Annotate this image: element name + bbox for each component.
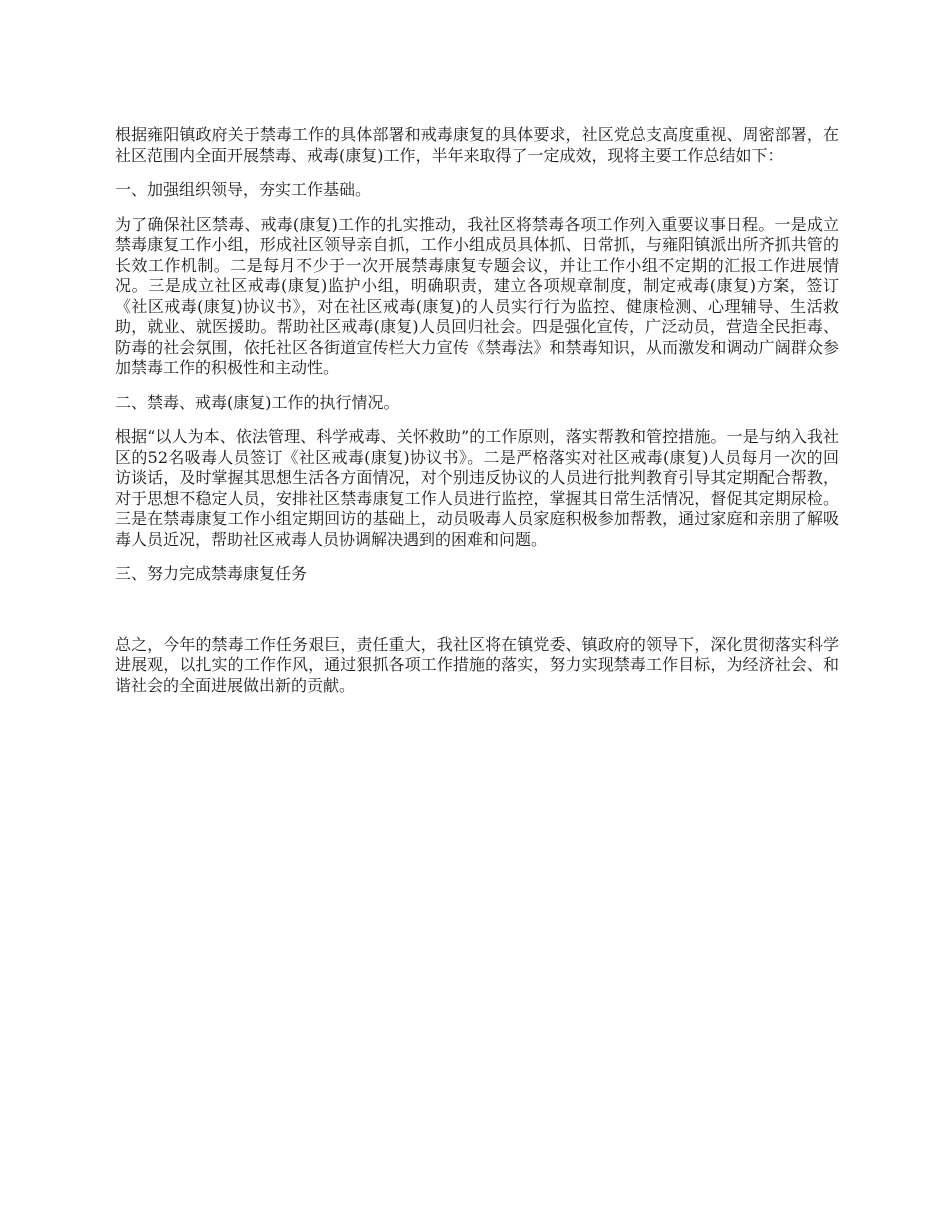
- blank-space: [115, 599, 839, 635]
- section-2-paragraph: 根据“以人为本、依法管理、科学戒毒、关怀救助”的工作原则，落实帮教和管控措施。一是与纳入我社区的52名吸毒人员签订《社区戒毒(康复)协议书》。二是严格落实对社区戒毒(康复)人员每月一次的回访谈话，及时掌握其思想生活各方面情况，对个别违反协议的人员进行批判教育引导其定期配合帮教，对于思想不稳定人员，安排社区禁毒康复工作人员进行监控，掌握其日常生活情况，督促其定期尿检。三是在禁毒康复工作小组定期回访的基础上，动员吸毒人员家庭积极参加帮教，通过家庭和亲朋了解吸毒人员近况，帮助社区戒毒人员协调解决遇到的困难和问题。: [115, 427, 839, 549]
- section-1-paragraph: 为了确保社区禁毒、戒毒(康复)工作的扎实推动，我社区将禁毒各项工作列入重要议事日程。一是成立禁毒康复工作小组，形成社区领导亲自抓，工作小组成员具体抓、日常抓，与雍阳镇派出所齐抓共管的长效工作机制。二是每月不少于一次开展禁毒康复专题会议，并让工作小组不定期的汇报工作进展情况。三是成立社区戒毒(康复)监护小组，明确职责，建立各项规章制度，制定戒毒(康复)方案，签订《社区戒毒(康复)协议书》，对在社区戒毒(康复)的人员实行行为监控、健康检测、心理辅导、生活救助，就业、就医援助。帮助社区戒毒(康复)人员回归社会。四是强化宣传，广泛动员，营造全民拒毒、防毒的社会氛围，依托社区各街道宣传栏大力宣传《禁毒法》和禁毒知识，从而激发和调动广阔群众参加禁毒工作的积极性和主动性。: [115, 214, 839, 377]
- section-2-heading: 二、禁毒、戒毒(康复)工作的执行情况。: [115, 392, 400, 412]
- intro-paragraph: 根据雍阳镇政府关于禁毒工作的具体部署和戒毒康复的具体要求，社区党总支高度重视、周密部署，在社区范围内全面开展禁毒、戒毒(康复)工作，半年来取得了一定成效，现将主要工作总结如下：: [115, 125, 839, 165]
- document-page: [115, 125, 839, 710]
- section-3-heading: 三、努力完成禁毒康复任务: [115, 564, 308, 583]
- conclusion-paragraph: 总之，今年的禁毒工作任务艰巨，责任重大，我社区将在镇党委、镇政府的领导下，深化贯彻落实科学进展观，以扎实的工作作风，通过狠抓各项工作措施的落实，努力实现禁毒工作目标，为经济社会、和谐社会的全面进展做出新的贡献。: [115, 634, 839, 695]
- section-1-heading: 一、加强组织领导，夯实工作基础。: [115, 180, 372, 199]
